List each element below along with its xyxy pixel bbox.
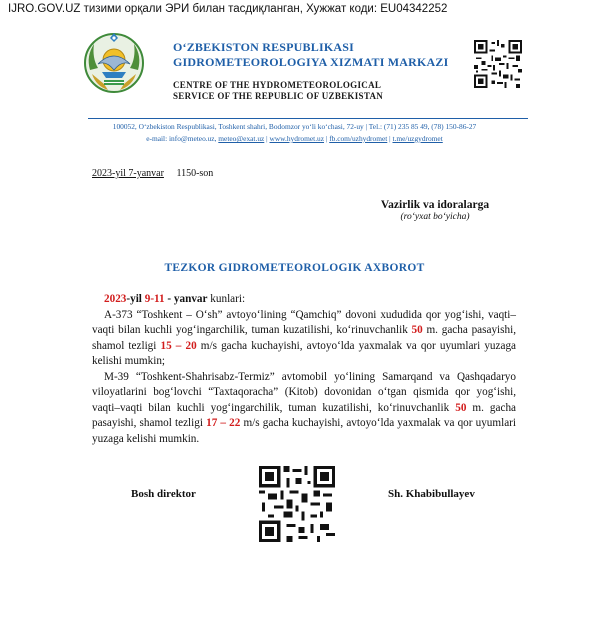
document-title: TEZKOR GIDROMETEOROLOGIK AXBOROT <box>164 262 425 274</box>
facebook-link[interactable]: fb.com/uzhydromet <box>329 134 388 143</box>
contact-line: e-mail: info@meteo.uz, meteo@exat.uz | www.hydromet.uz | fb.com/uzhydromet | t.me/uzgydromet <box>146 134 443 143</box>
email-link-exat[interactable]: meteo@exat.uz <box>218 134 265 143</box>
email-link-info[interactable]: info@meteo.uz <box>169 134 215 143</box>
document-number: 2023-yil 7-yanvar 1150-son <box>92 168 214 179</box>
recipient-block: Vazirlik va idoralarga (ro‘yxat bo‘yicha) <box>380 199 490 222</box>
organization-name-en: CENTRE OF THE HYDROMETEOROLOGICAL SERVICE OF THE REPUBLIC OF UZBEKISTAN <box>173 80 384 101</box>
document-body <box>92 292 516 447</box>
forecast-paragraph-m39: M-39 “Toshkent-Shahrisabz-Termiz” avtomobil yo‘lining Samarqand va Qashqadaryo viloyatlarini bog‘lovchi “Taxtaqoracha” (Kitob) dovonidan o‘tgan qismida qor yog‘ishi, vaqti–vaqti bilan kuchli yog‘ingarchilik, tuman kuzatilishi, ko‘rinuvchanlik 50 m. gacha pasayishi, shamol tezligi 17 – 22 m/s gacha kuchayishi, avtoyo‘lda yaxmalak va qor uyumlari yuzaga kelishi mumkin. <box>92 370 517 445</box>
address-line: 100052, O‘zbekiston Respublikasi, Toshkent shahri, Bodomzor yo‘li ko‘chasi, 72-uy | Tel.: (71) 235 85 49, (78) 150-86-27 <box>112 122 477 131</box>
signatory-name: Sh. Khabibullayev <box>388 488 475 500</box>
forecast-paragraph-a373: A-373 “Toshkent – O‘sh” avtoyo‘lining “Qamchiq” dovoni xududida qor yog‘ishi, vaqti–vaqti bilan kuchli yog‘ingarchilik, tuman kuzatilishi, ko‘rinuvchanlik 50 m. gacha pasayishi, shamol tezligi 15 – 20 m/s gacha kuchayishi, avtoyo‘lda yaxmalak va qor uyumlari yuzaga kelishi mumkin; <box>92 308 517 367</box>
signatory-position: Bosh direktor <box>131 488 196 500</box>
signature-qr-code-icon <box>259 466 335 542</box>
header-divider <box>88 118 528 119</box>
state-emblem-icon <box>82 30 146 94</box>
qr-code-icon <box>474 40 522 88</box>
organization-name-uz: O‘ZBEKISTON RESPUBLIKASI GIDROMETEOROLOGIYA XIZMATI MARKAZI <box>173 40 449 69</box>
intro-line: 2023-yil 9-11 - yanvar kunlari: <box>104 293 246 305</box>
website-link[interactable]: www.hydromet.uz <box>269 134 325 143</box>
verification-note: IJRO.GOV.UZ тизими орқали ЭРИ билан тасдиқланган, Хужжат коди: EU04342252 <box>8 3 448 15</box>
telegram-link[interactable]: t.me/uzgydromet <box>392 134 443 143</box>
